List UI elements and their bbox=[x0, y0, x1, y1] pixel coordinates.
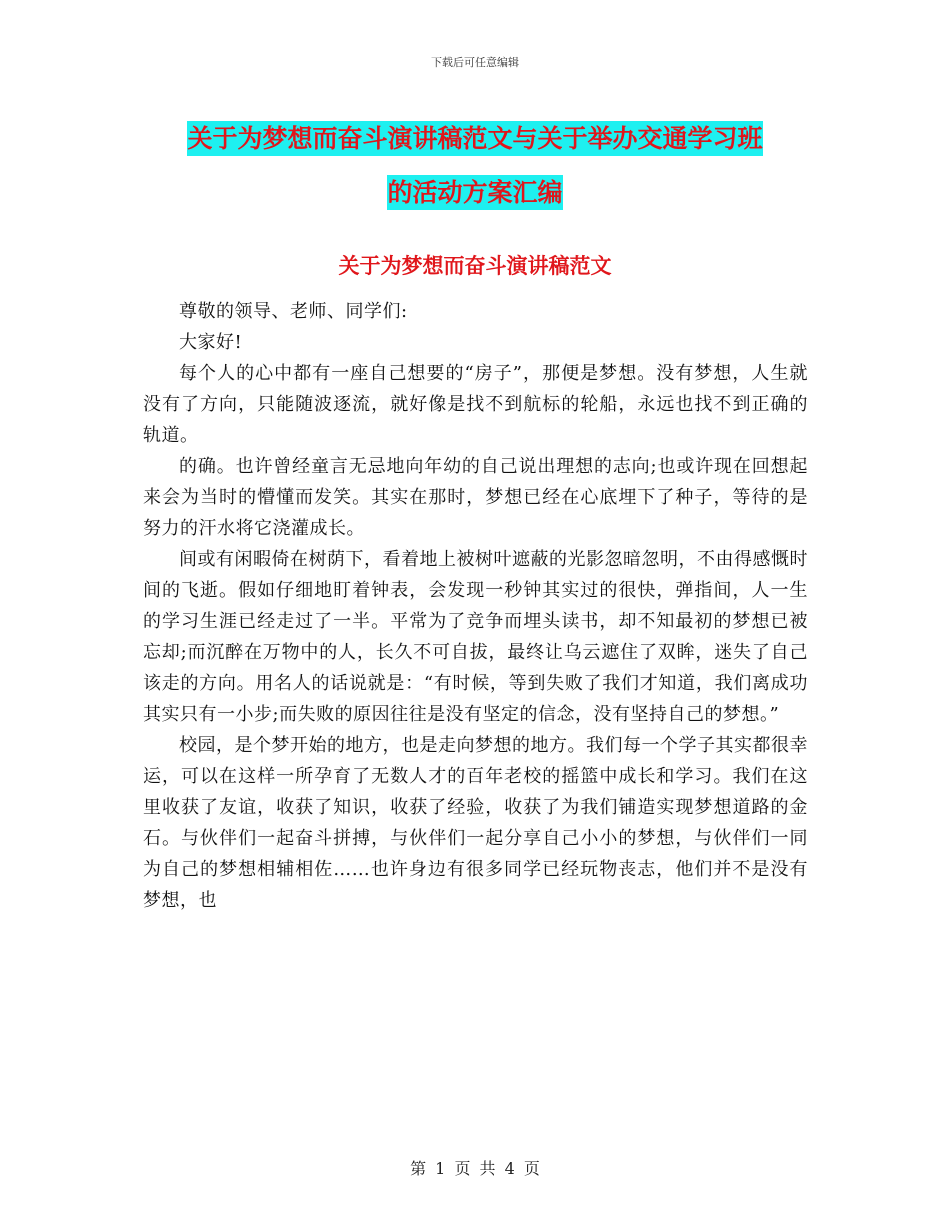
paragraph-hello: 大家好! bbox=[179, 332, 243, 353]
page-footer: 第 1 页 共 4 页 bbox=[410, 1159, 540, 1178]
paragraph: 校园，是个梦开始的地方，也是走向梦想的地方。我们每一个学子其实都很幸运，可以在这样一所孕育了无数人才的百年老校的摇篮中成长和学习。我们在这里收获了友谊，收获了知识，收获了经验，收获了为我们铺造实现梦想道路的金石。与伙伴们一起奋斗拼搏，与伙伴们一起分享自己小小的梦想，与伙伴们一同为自己的梦想相辅相佐……也许身边有很多同学已经玩物丧志，他们并不是没有梦想，也 bbox=[143, 735, 808, 911]
section-title: 关于为梦想而奋斗演讲稿范文 bbox=[338, 254, 612, 278]
body-text bbox=[143, 296, 808, 916]
title-line-2: 的活动方案汇编 bbox=[387, 175, 562, 210]
document-title bbox=[150, 112, 800, 220]
paragraph-greeting: 尊敬的领导、老师、同学们: bbox=[179, 301, 408, 322]
header-note: 下载后可任意编辑 bbox=[431, 56, 519, 69]
paragraph: 间或有闲暇倚在树荫下，看着地上被树叶遮蔽的光影忽暗忽明，不由得感慨时间的飞逝。假如仔细地盯着钟表，会发现一秒钟其实过的很快，弹指间，人一生的学习生涯已经走过了一半。平常为了竞争而埋头读书，却不知最初的梦想已被忘却;而沉醉在万物中的人，长久不可自拔，最终让乌云遮住了双眸，迷失了自己该走的方向。用名人的话说就是：“有时候，等到失败了我们才知道，我们离成功其实只有一小步;而失败的原因往往是没有坚定的信念，没有坚持自己的梦想。” bbox=[143, 549, 808, 725]
paragraph: 的确。也许曾经童言无忌地向年幼的自己说出理想的志向;也或许现在回想起来会为当时的懵懂而发笑。其实在那时，梦想已经在心底埋下了种子，等待的是努力的汗水将它浇灌成长。 bbox=[143, 456, 808, 539]
title-line-1: 关于为梦想而奋斗演讲稿范文与关于举办交通学习班 bbox=[187, 121, 762, 156]
paragraph: 每个人的心中都有一座自己想要的“房子”，那便是梦想。没有梦想，人生就没有了方向，只能随波逐流，就好像是找不到航标的轮船，永远也找不到正确的轨道。 bbox=[143, 363, 808, 446]
